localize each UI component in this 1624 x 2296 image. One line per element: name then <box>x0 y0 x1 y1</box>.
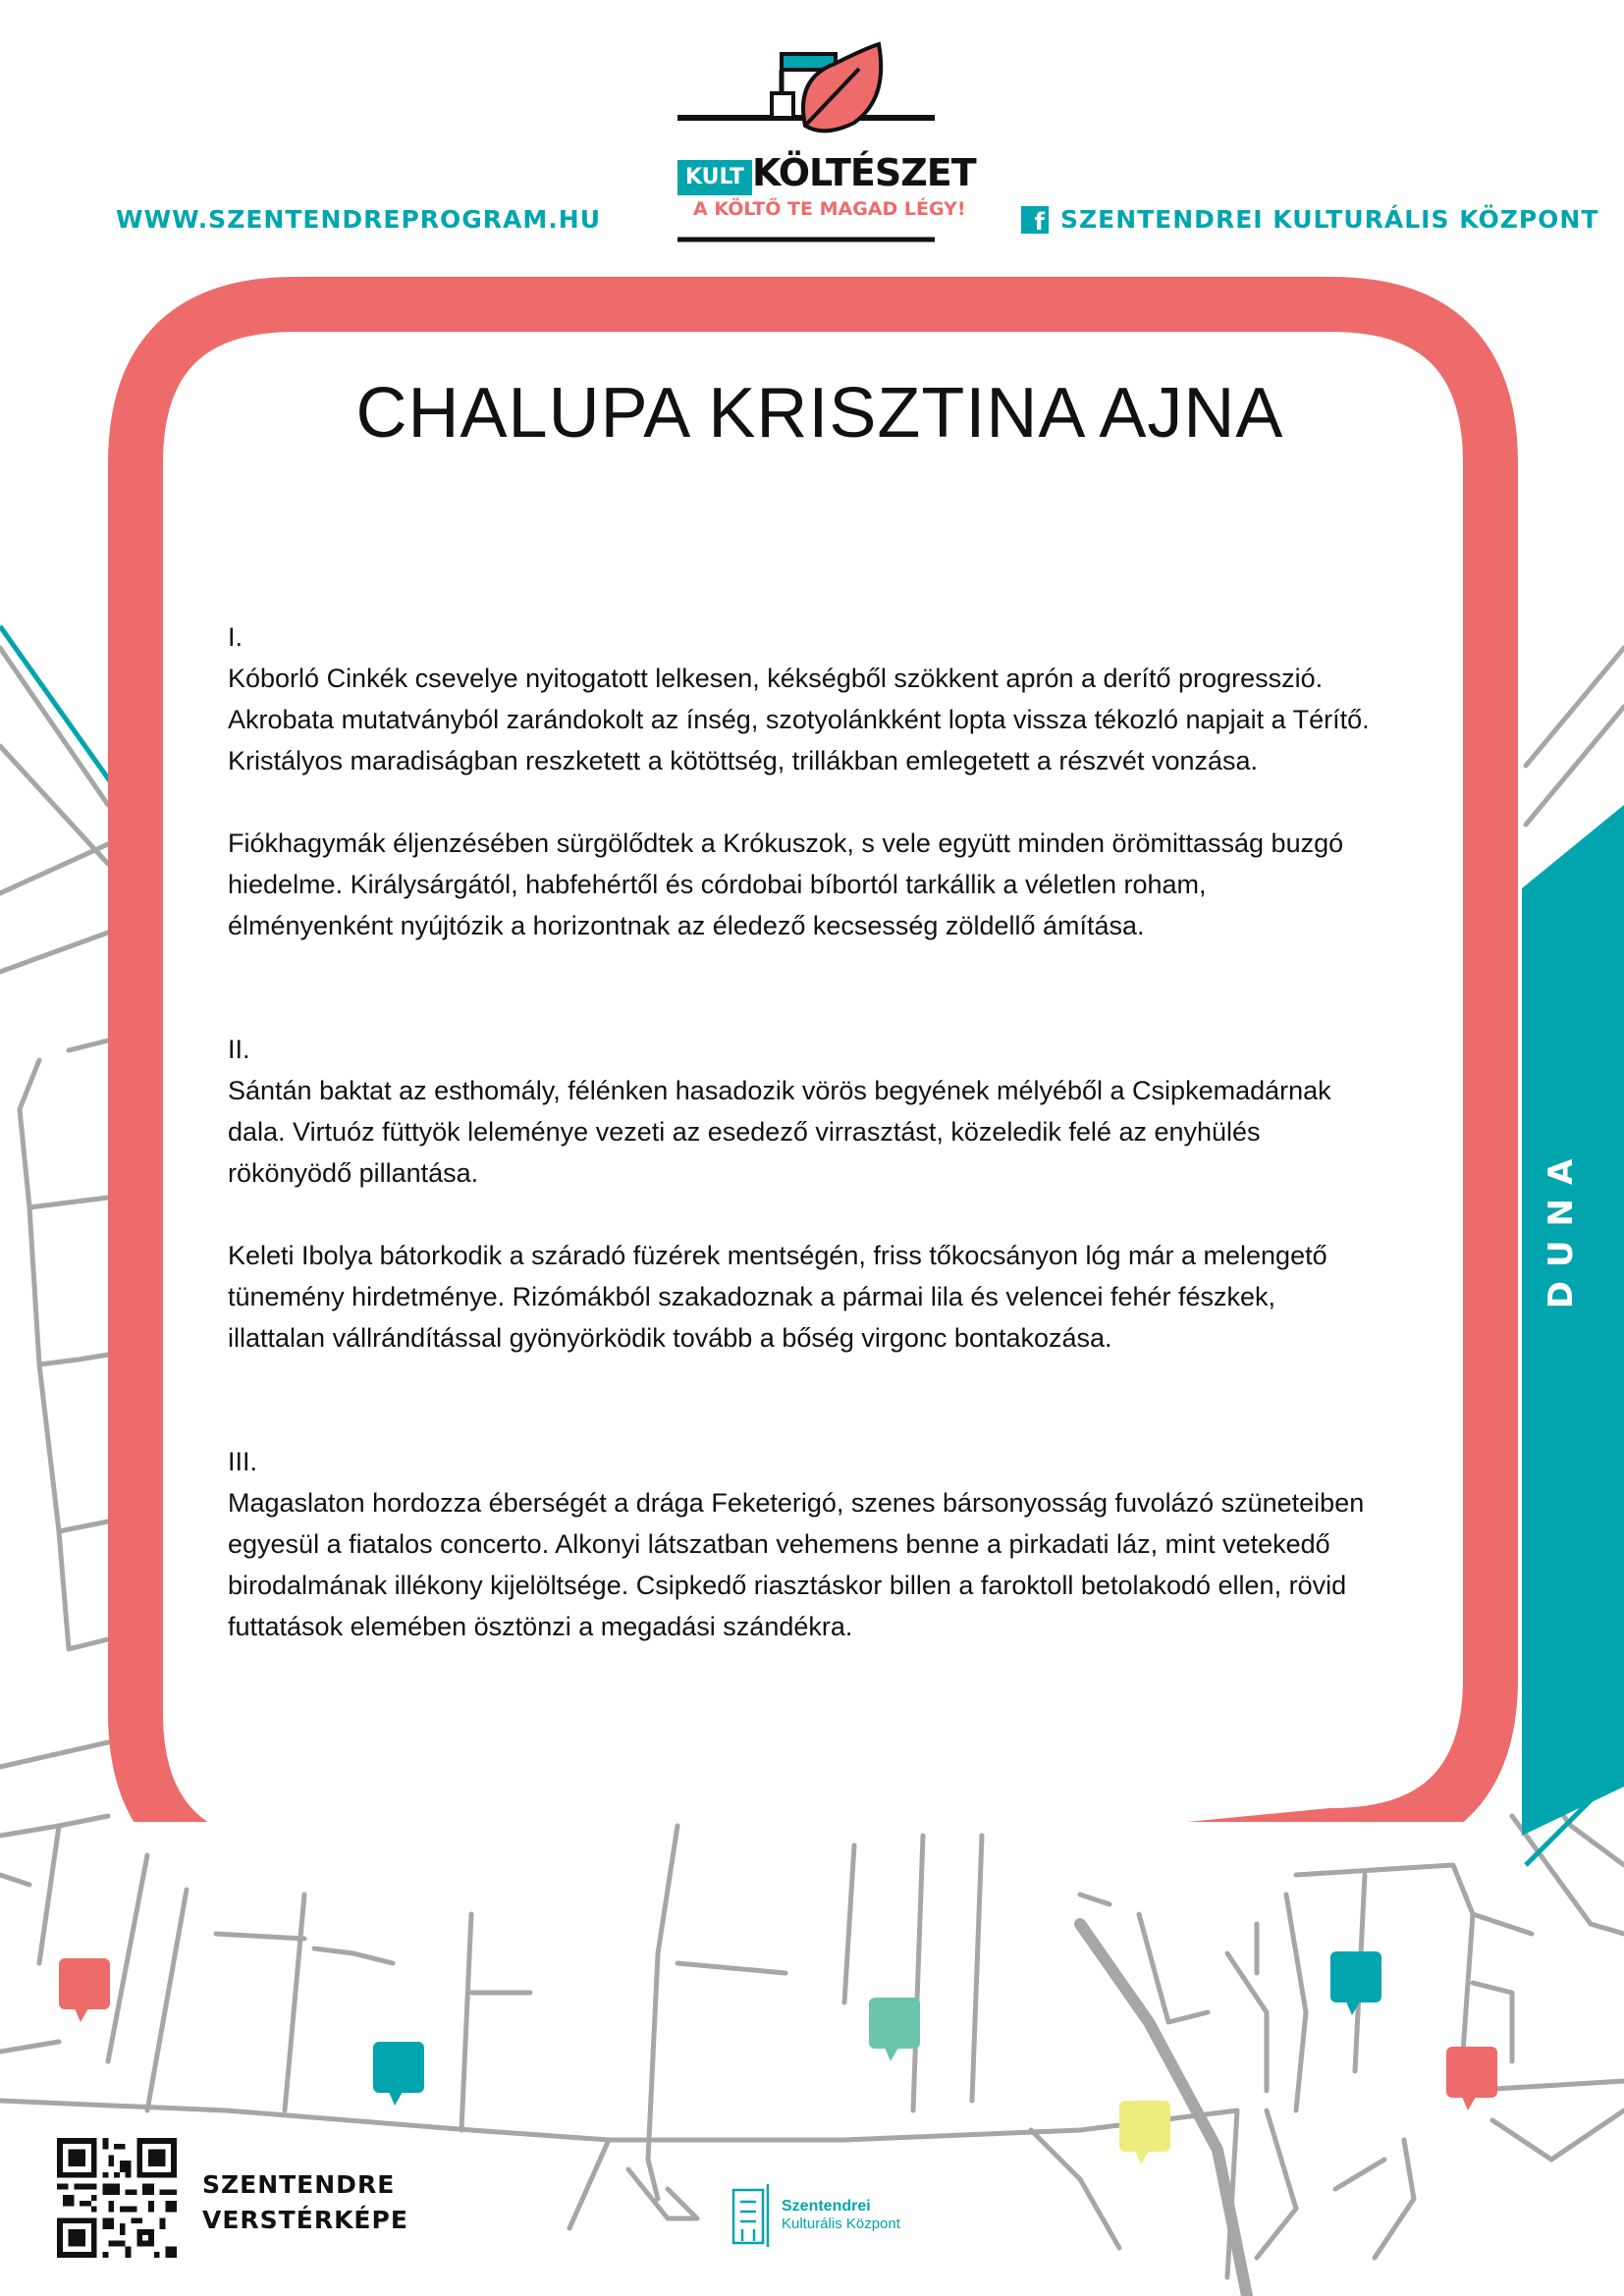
org-name <box>782 2198 900 2233</box>
qr-code[interactable] <box>57 2138 177 2258</box>
stanza-number: II. <box>228 1035 250 1064</box>
poem-line: Kóborló Cinkék csevelye nyitogatott lelkesen, kékségből szökkent aprón a derítő progresszió. <box>228 664 1324 693</box>
map-title-line2: VERSTÉRKÉPE <box>202 2206 408 2234</box>
poem-line: rökönyödő pillantása. <box>228 1158 479 1188</box>
poem-line: élményenként nyújtózik a horizontnak az éledező kecsesség zöldellő ámítása. <box>228 911 1145 940</box>
poem-line: illattalan vállrándítással gyönyörködik tovább a bőség virgonc bontakozása. <box>228 1323 1112 1353</box>
poem-line: dala. Virtuóz füttyök leleménye vezeti az esedező virrasztást, közeledik felé az enyhülés <box>228 1117 1261 1147</box>
org-name-line1: Szentendrei <box>782 2198 871 2215</box>
river-label-text: DUNA <box>1542 1145 1581 1309</box>
river-label <box>1532 1145 1591 1309</box>
stanza-number: III. <box>228 1447 258 1476</box>
building-icon <box>731 2184 774 2247</box>
facebook-label: SZENTENDREI KULTURÁLIS KÖZPONT <box>1060 205 1599 234</box>
poem-line: futtatások elemében ösztönzi a megadási szándékra. <box>228 1612 853 1641</box>
poem-line: hiedelme. Királysárgától, habfehértől és córdobai bíbortól tarkállik a véletlen roham, <box>228 870 1207 899</box>
map-marker-yellow <box>1119 2101 1170 2164</box>
poem-line: Keleti Ibolya bátorkodik a száradó füzérek mentségén, friss tőkocsányon lóg már a melengető <box>228 1241 1327 1270</box>
kulturalis-kozpont-logo <box>731 2181 900 2250</box>
stanza-number: I. <box>228 622 244 652</box>
poem-line: Magaslaton hordozza éberségét a drága Feketerigó, szenes bársonyosság fuvolázó szüneteiben <box>228 1488 1365 1518</box>
logo-name: KÖLTÉSZET <box>752 151 976 194</box>
poem-line: birodalmának illékony kijelöltsége. Csipkedő riasztáskor billen a faroktoll betolakodó ellen, rövid <box>228 1571 1347 1600</box>
facebook-link[interactable] <box>1021 205 1598 234</box>
poem-line: Sántán baktat az esthomály, félénken hasadozik vörös begyének mélyéből a Csipkemadárnak <box>228 1076 1331 1105</box>
poem-line: Kristályos maradiságban reszketett a kötöttség, trillákban emlegetett a részvét vonzása. <box>228 746 1259 775</box>
org-name-line2: Kulturális Központ <box>782 2216 900 2232</box>
map-marker-teal-right <box>1330 1951 1381 2015</box>
map-title <box>202 2167 408 2238</box>
poem-line: tünemény hirdetménye. Rizómákból szakadoznak a pármai lila és velencei fehér fészkek, <box>228 1282 1276 1311</box>
poem-title: CHALUPA KRISZTINA AJNA <box>355 374 1284 453</box>
poem-line: egyesül a fiatalos concerto. Alkonyi látszatban vehemens benne a pirkadati láz, mint vetekedő <box>228 1529 1330 1559</box>
website-link[interactable]: WWW.SZENTENDREPROGRAM.HU <box>116 205 601 234</box>
logo-slogan: A KÖLTŐ TE MAGAD LÉGY! <box>693 198 966 220</box>
poem-line: Akrobata mutatványból zarándokolt az ínség, szotyolánkként lopta vissza tékozló napjait a Térítő. <box>228 705 1370 734</box>
map-marker-coral-left <box>59 1958 110 2022</box>
facebook-icon: f <box>1021 206 1049 234</box>
map-marker-coral-right <box>1446 2047 1497 2110</box>
logo-kult-badge: KULT <box>677 160 752 195</box>
poem-line: Fiókhagymák éljenzésében sürgölődtek a Krókuszok, s vele együtt minden örömittasság buzgó <box>228 828 1344 858</box>
map-marker-teal-left <box>373 2042 424 2106</box>
poem-header <box>226 373 1414 454</box>
map-title-line1: SZENTENDRE <box>202 2170 396 2199</box>
poem-body <box>228 616 1435 1647</box>
kult-kolteszet-logo <box>677 39 976 245</box>
map-marker-mint <box>869 1998 920 2061</box>
